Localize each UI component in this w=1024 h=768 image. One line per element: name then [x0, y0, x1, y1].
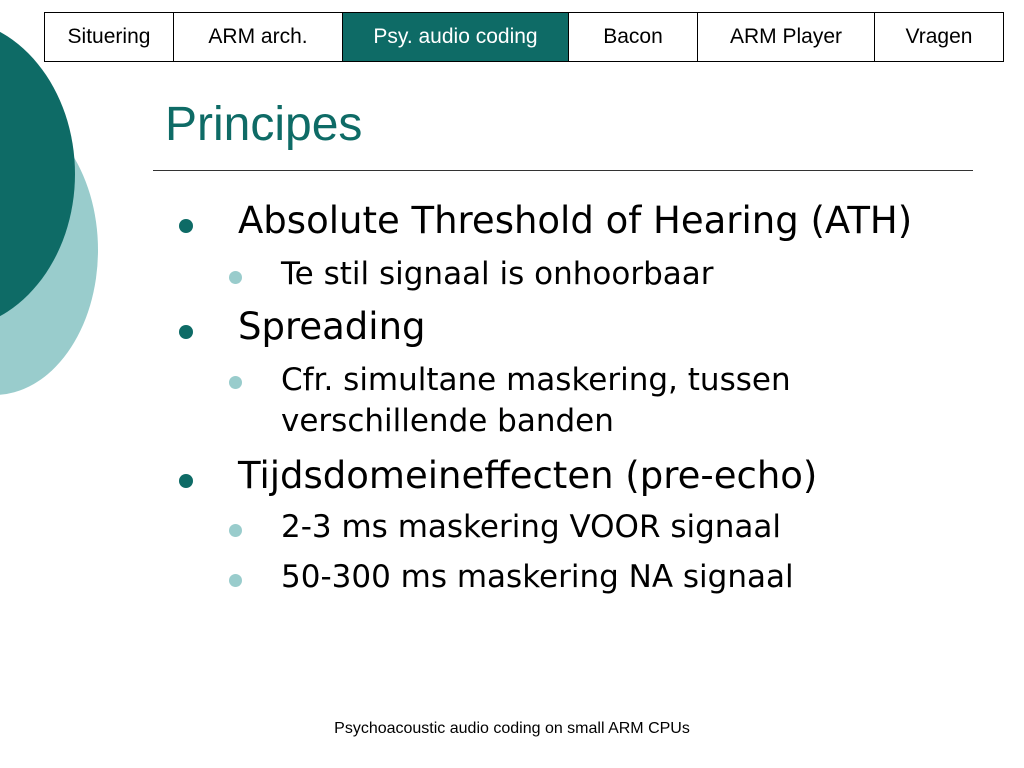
nav-tab-vragen[interactable]: Vragen	[874, 12, 1004, 62]
bullet-item: Absolute Threshold of Hearing (ATH)	[238, 199, 913, 242]
bullet-marker	[179, 474, 193, 488]
sub-bullet-marker	[229, 376, 242, 389]
sub-bullet-marker	[229, 271, 242, 284]
slide-footer: Psychoacoustic audio coding on small ARM CPUs	[334, 720, 690, 737]
bullet-marker	[179, 219, 193, 233]
sub-bullet-marker	[229, 524, 242, 537]
sub-bullet-item: Cfr. simultane maskering, tussen	[281, 362, 791, 398]
sub-bullet-item: 50-300 ms maskering NA signaal	[281, 559, 794, 595]
sub-bullet-item: 2-3 ms maskering VOOR signaal	[281, 509, 782, 545]
slide-title: Principes	[165, 98, 363, 151]
bullet-marker	[179, 325, 193, 339]
sub-bullet-item: Te stil signaal is onhoorbaar	[281, 256, 714, 292]
sub-bullet-marker	[229, 574, 242, 587]
nav-tab-arm-arch[interactable]: ARM arch.	[173, 12, 343, 62]
bullet-item: Tijdsdomeineffecten (pre-echo)	[238, 454, 818, 497]
nav-tab-situering[interactable]: Situering	[44, 12, 174, 62]
bullet-item: Spreading	[238, 305, 426, 348]
sub-bullet-item-continuation: verschillende banden	[281, 403, 614, 439]
nav-tab-psy-audio-coding[interactable]: Psy. audio coding	[342, 12, 569, 62]
nav-tab-bacon[interactable]: Bacon	[568, 12, 698, 62]
nav-tab-arm-player[interactable]: ARM Player	[697, 12, 875, 62]
